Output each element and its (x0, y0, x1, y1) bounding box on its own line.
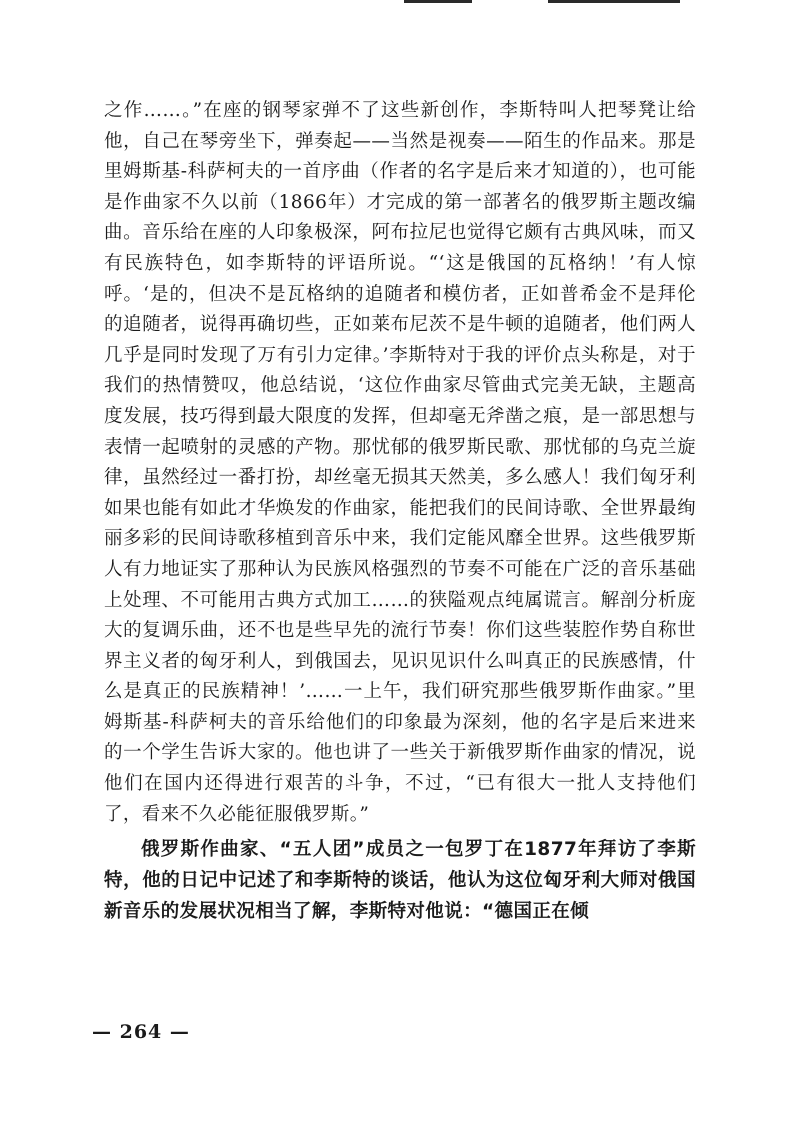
paragraph: 之作……。”在座的钢琴家弹不了这些新创作，李斯特叫人把琴凳让给他，自己在琴旁坐下，弹奏起——当然是视奏——陌生的作品来。那是里姆斯基-科萨柯夫的一首序曲（作者的名字是后来才知道的），也可能是作曲家不久以前（1866年）才完成的第一部著名的俄罗斯主题改编曲。音乐给在座的人印象极深，阿布拉尼也觉得它颇有古典风味，而又有民族特色，如李斯特的评语所说。“‘这是俄国的瓦格纳！’有人惊呼。‘是的，但决不是瓦格纳的追随者和模仿者，正如普希金不是拜伦的追随者，说得再确切些，正如莱布尼茨不是牛顿的追随者，他们两人几乎是同时发现了万有引力定律。’李斯特对于我的评价点头称是，对于我们的热情赞叹，他总结说，‘这位作曲家尽管曲式完美无缺，主题高度发展，技巧得到最大限度的发挥，但却毫无斧凿之痕，是一部思想与表情一起喷射的灵感的产物。那忧郁的俄罗斯民歌、那忧郁的乌克兰旋律，虽然经过一番打扮，却丝毫无损其天然美，多么感人！我们匈牙利如果也能有如此才华焕发的作曲家，能把我们的民间诗歌、全世界最绚丽多彩的民间诗歌移植到音乐中来，我们定能风靡全世界。这些俄罗斯人有力地证实了那种认为民族风格强烈的节奏不可能在广泛的音乐基础上处理、不可能用古典方式加工……的狭隘观点纯属谎言。解剖分析庞大的复调乐曲，还不也是些早先的流行节奏！你们这些装腔作势自称世界主义者的匈牙利人，到俄国去，见识见识什么叫真正的民族感情，什么是真正的民族精神！’……一上午，我们研究那些俄罗斯作曲家。”里姆斯基-科萨柯夫的音乐给他们的印象最为深刻，他的名字是后来进来的一个学生告诉大家的。他也讲了一些关于新俄罗斯作曲家的情况，说他们在国内还得进行艰苦的斗争，不过，“已有很大一批人支持他们了，看来不久必能征服俄罗斯。” (104, 100, 696, 825)
top-edge-mark (404, 0, 472, 3)
top-edge-mark (548, 0, 680, 3)
body-text (104, 96, 696, 927)
page-number: — 264 — (92, 1021, 190, 1043)
paragraph: 俄罗斯作曲家、“五人团”成员之一包罗丁在1877年拜访了李斯特，他的日记中记述了和李斯特的谈话，他认为这位匈牙利大师对俄国新音乐的发展状况相当了解，李斯特对他说：“德国正在倾 (104, 839, 696, 923)
